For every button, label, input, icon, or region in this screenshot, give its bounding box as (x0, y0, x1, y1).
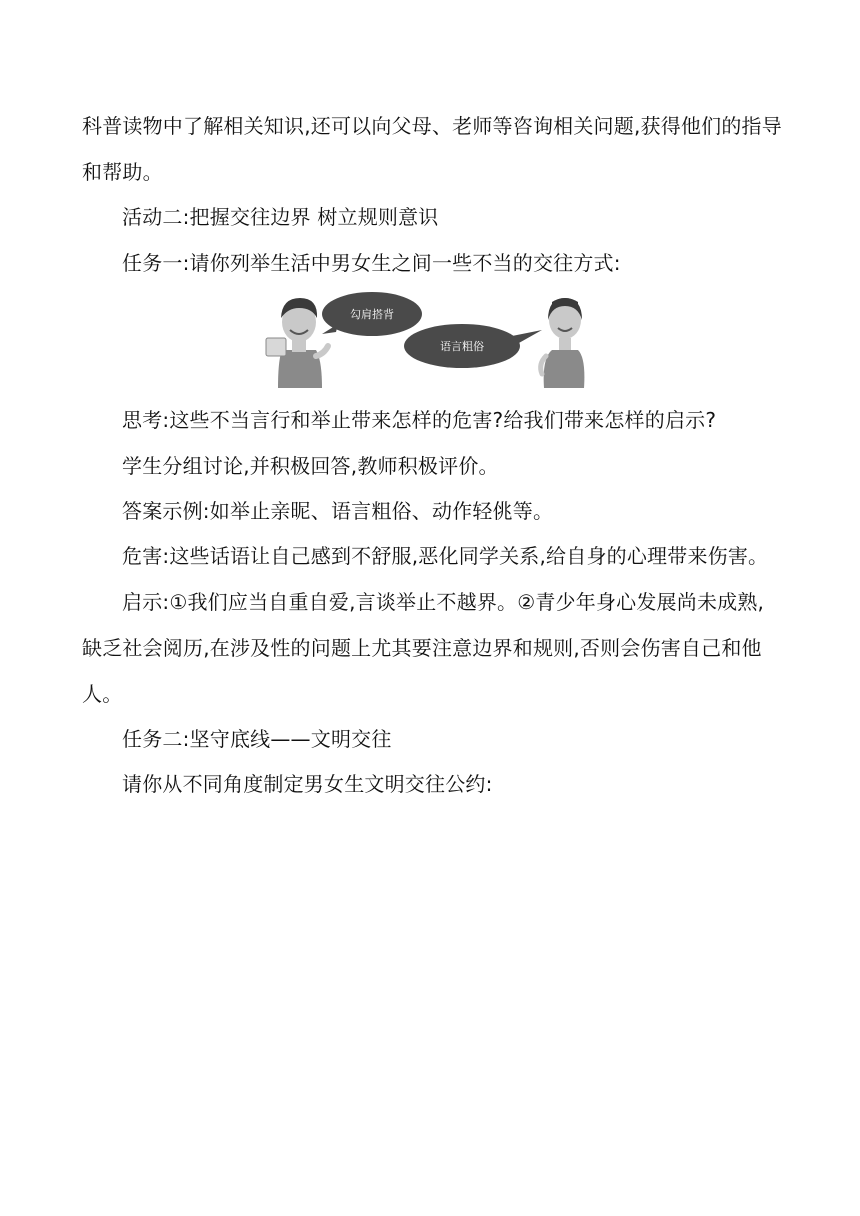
think-question: 思考:这些不当言行和举止带来怎样的危害?给我们带来怎样的启示? (122, 408, 717, 432)
illustration-boy-girl (262, 290, 592, 388)
convention-prompt: 请你从不同角度制定男女生文明交往公约: (122, 772, 493, 796)
task-one-heading: 任务一:请你列举生活中男女生之间一些不当的交往方式: (122, 251, 621, 275)
bubble-left-text: 勾肩搭背 (350, 308, 394, 321)
girl-figure (541, 298, 585, 388)
bubble-right-text: 语言粗俗 (440, 340, 484, 353)
discussion-line: 学生分组讨论,并积极回答,教师积极评价。 (122, 454, 499, 478)
illustration-svg (262, 290, 592, 388)
answer-example: 答案示例:如举止亲昵、语言粗俗、动作轻佻等。 (122, 499, 554, 523)
insight-line: 启示:①我们应当自重自爱,言谈举止不越界。②青少年身心发展尚未成熟, (122, 590, 765, 614)
speech-bubble-right (404, 324, 542, 368)
insight-line: 人。 (82, 682, 123, 706)
insight-line: 缺乏社会阅历,在涉及性的问题上尤其要注意边界和规则,否则会伤害自己和他 (82, 636, 762, 660)
speech-bubble-left (322, 292, 422, 336)
boy-figure (266, 298, 328, 388)
harm-line: 危害:这些话语让自己感到不舒服,恶化同学关系,给自身的心理带来伤害。 (122, 544, 769, 568)
task-two-heading: 任务二:坚守底线——文明交往 (122, 727, 392, 751)
paragraph-line: 科普读物中了解相关知识,还可以向父母、老师等咨询相关问题,获得他们的指导 (82, 114, 782, 138)
paragraph-line: 和帮助。 (82, 160, 163, 184)
activity-heading: 活动二:把握交往边界 树立规则意识 (122, 205, 439, 229)
